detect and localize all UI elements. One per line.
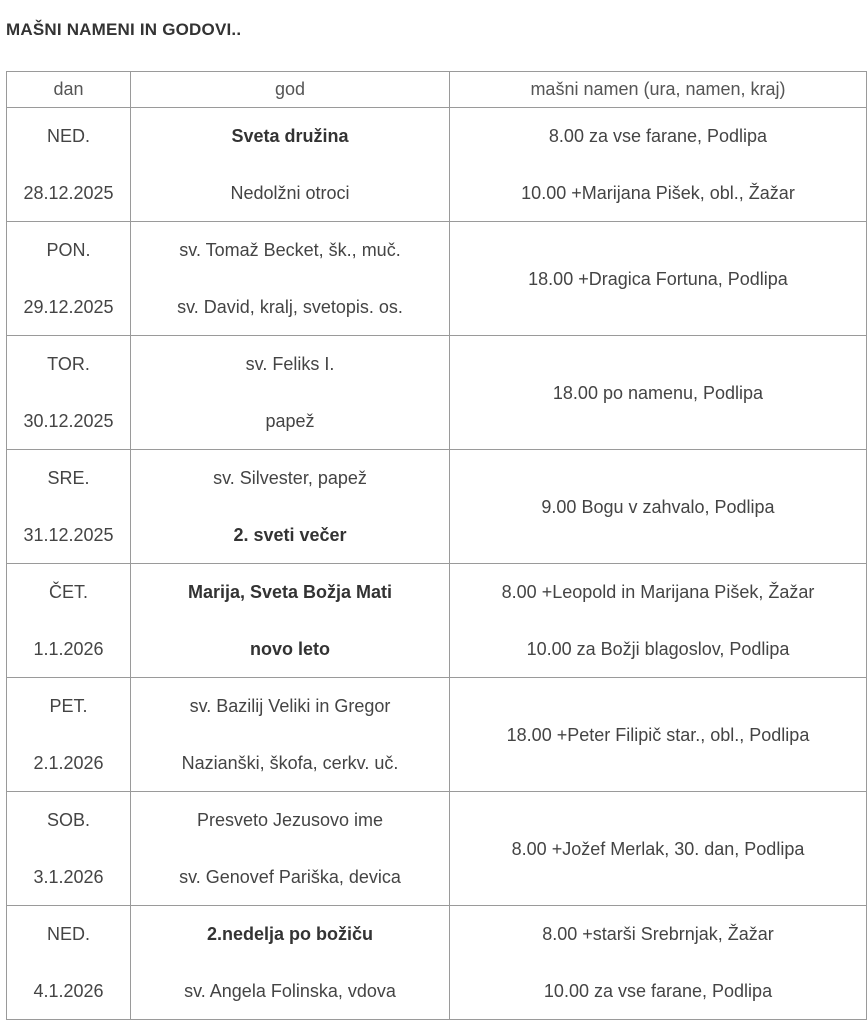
table-row <box>7 450 867 564</box>
mass-intention-cell <box>450 450 867 564</box>
god-line: Presveto Jezusovo ime <box>196 810 384 830</box>
mass-intention-cell <box>450 678 867 792</box>
day-cell <box>7 906 131 1020</box>
table-row <box>7 906 867 1020</box>
mass-intention-line: 10.00 za vse farane, Podlipa <box>543 981 773 1001</box>
day-cell <box>7 336 131 450</box>
table-row <box>7 564 867 678</box>
god-line: sv. Tomaž Becket, šk., muč. <box>179 240 401 260</box>
mass-intention-line: 18.00 +Dragica Fortuna, Podlipa <box>528 268 788 289</box>
header-god: god <box>131 72 450 108</box>
schedule-table <box>6 71 867 1020</box>
mass-intention-line: 18.00 +Peter Filipič star., obl., Podlipa <box>506 724 810 745</box>
day-name: TOR. <box>47 354 90 374</box>
day-date: 1.1.2026 <box>33 639 104 659</box>
god-cell <box>131 450 450 564</box>
mass-intention-line: 8.00 +starši Srebrnjak, Žažar <box>542 924 774 944</box>
header-dan: dan <box>7 72 131 108</box>
mass-intention-line: 8.00 za vse farane, Podlipa <box>548 126 768 146</box>
god-cell <box>131 222 450 336</box>
god-line: Sveta družina <box>231 126 349 146</box>
mass-intention-line: 8.00 +Leopold in Marijana Pišek, Žažar <box>501 582 815 602</box>
god-cell <box>131 336 450 450</box>
table-row <box>7 792 867 906</box>
day-date: 4.1.2026 <box>33 981 104 1001</box>
table-row <box>7 222 867 336</box>
day-cell <box>7 564 131 678</box>
god-line: papež <box>265 411 315 431</box>
day-date: 3.1.2026 <box>33 867 104 887</box>
day-date: 31.12.2025 <box>23 525 114 545</box>
god-cell <box>131 564 450 678</box>
god-line: novo leto <box>250 639 330 659</box>
table-row <box>7 678 867 792</box>
day-name: NED. <box>46 126 90 146</box>
day-cell <box>7 792 131 906</box>
god-cell <box>131 678 450 792</box>
god-line: Marija, Sveta Božja Mati <box>187 582 393 602</box>
god-line: sv. Bazilij Veliki in Gregor <box>189 696 391 716</box>
god-cell <box>131 906 450 1020</box>
god-line: sv. Angela Folinska, vdova <box>184 981 396 1001</box>
day-cell <box>7 108 131 222</box>
mass-intention-line: 8.00 +Jožef Merlak, 30. dan, Podlipa <box>511 838 805 859</box>
day-date: 28.12.2025 <box>23 183 114 203</box>
god-cell <box>131 108 450 222</box>
god-line: 2.nedelja po božiču <box>206 924 374 944</box>
table-row <box>7 336 867 450</box>
mass-intention-cell <box>450 222 867 336</box>
table-body <box>7 108 867 1020</box>
header-masni-namen: mašni namen (ura, namen, kraj) <box>450 72 867 108</box>
god-line: sv. Silvester, papež <box>213 468 367 488</box>
god-line: sv. David, kralj, svetopis. os. <box>177 297 403 317</box>
mass-intention-cell <box>450 792 867 906</box>
day-name: ČET. <box>48 582 88 602</box>
day-cell <box>7 678 131 792</box>
day-date: 30.12.2025 <box>23 411 114 431</box>
mass-intention-cell <box>450 906 867 1020</box>
god-line: Nedolžni otroci <box>230 183 350 203</box>
day-date: 29.12.2025 <box>23 297 114 317</box>
day-date: 2.1.2026 <box>33 753 104 773</box>
mass-intention-cell <box>450 108 867 222</box>
day-name: SRE. <box>47 468 90 488</box>
mass-intention-line: 10.00 +Marijana Pišek, obl., Žažar <box>521 183 795 203</box>
day-name: NED. <box>46 924 90 944</box>
mass-intention-line: 9.00 Bogu v zahvalo, Podlipa <box>541 496 775 517</box>
day-name: PON. <box>46 240 91 260</box>
mass-intention-cell <box>450 564 867 678</box>
mass-intention-cell <box>450 336 867 450</box>
mass-intention-line: 10.00 za Božji blagoslov, Podlipa <box>526 639 790 659</box>
day-cell <box>7 222 131 336</box>
table-row <box>7 108 867 222</box>
day-name: SOB. <box>46 810 90 830</box>
god-line: sv. Feliks I. <box>245 354 335 374</box>
page-title: MAŠNI NAMENI IN GODOVI.. <box>6 20 242 39</box>
god-cell <box>131 792 450 906</box>
day-name: PET. <box>49 696 88 716</box>
table-header-row <box>7 72 867 108</box>
god-line: sv. Genovef Pariška, devica <box>179 867 401 887</box>
god-line: 2. sveti večer <box>233 525 347 545</box>
day-cell <box>7 450 131 564</box>
god-line: Nazianški, škofa, cerkv. uč. <box>181 753 399 773</box>
mass-intention-line: 18.00 po namenu, Podlipa <box>552 382 764 403</box>
